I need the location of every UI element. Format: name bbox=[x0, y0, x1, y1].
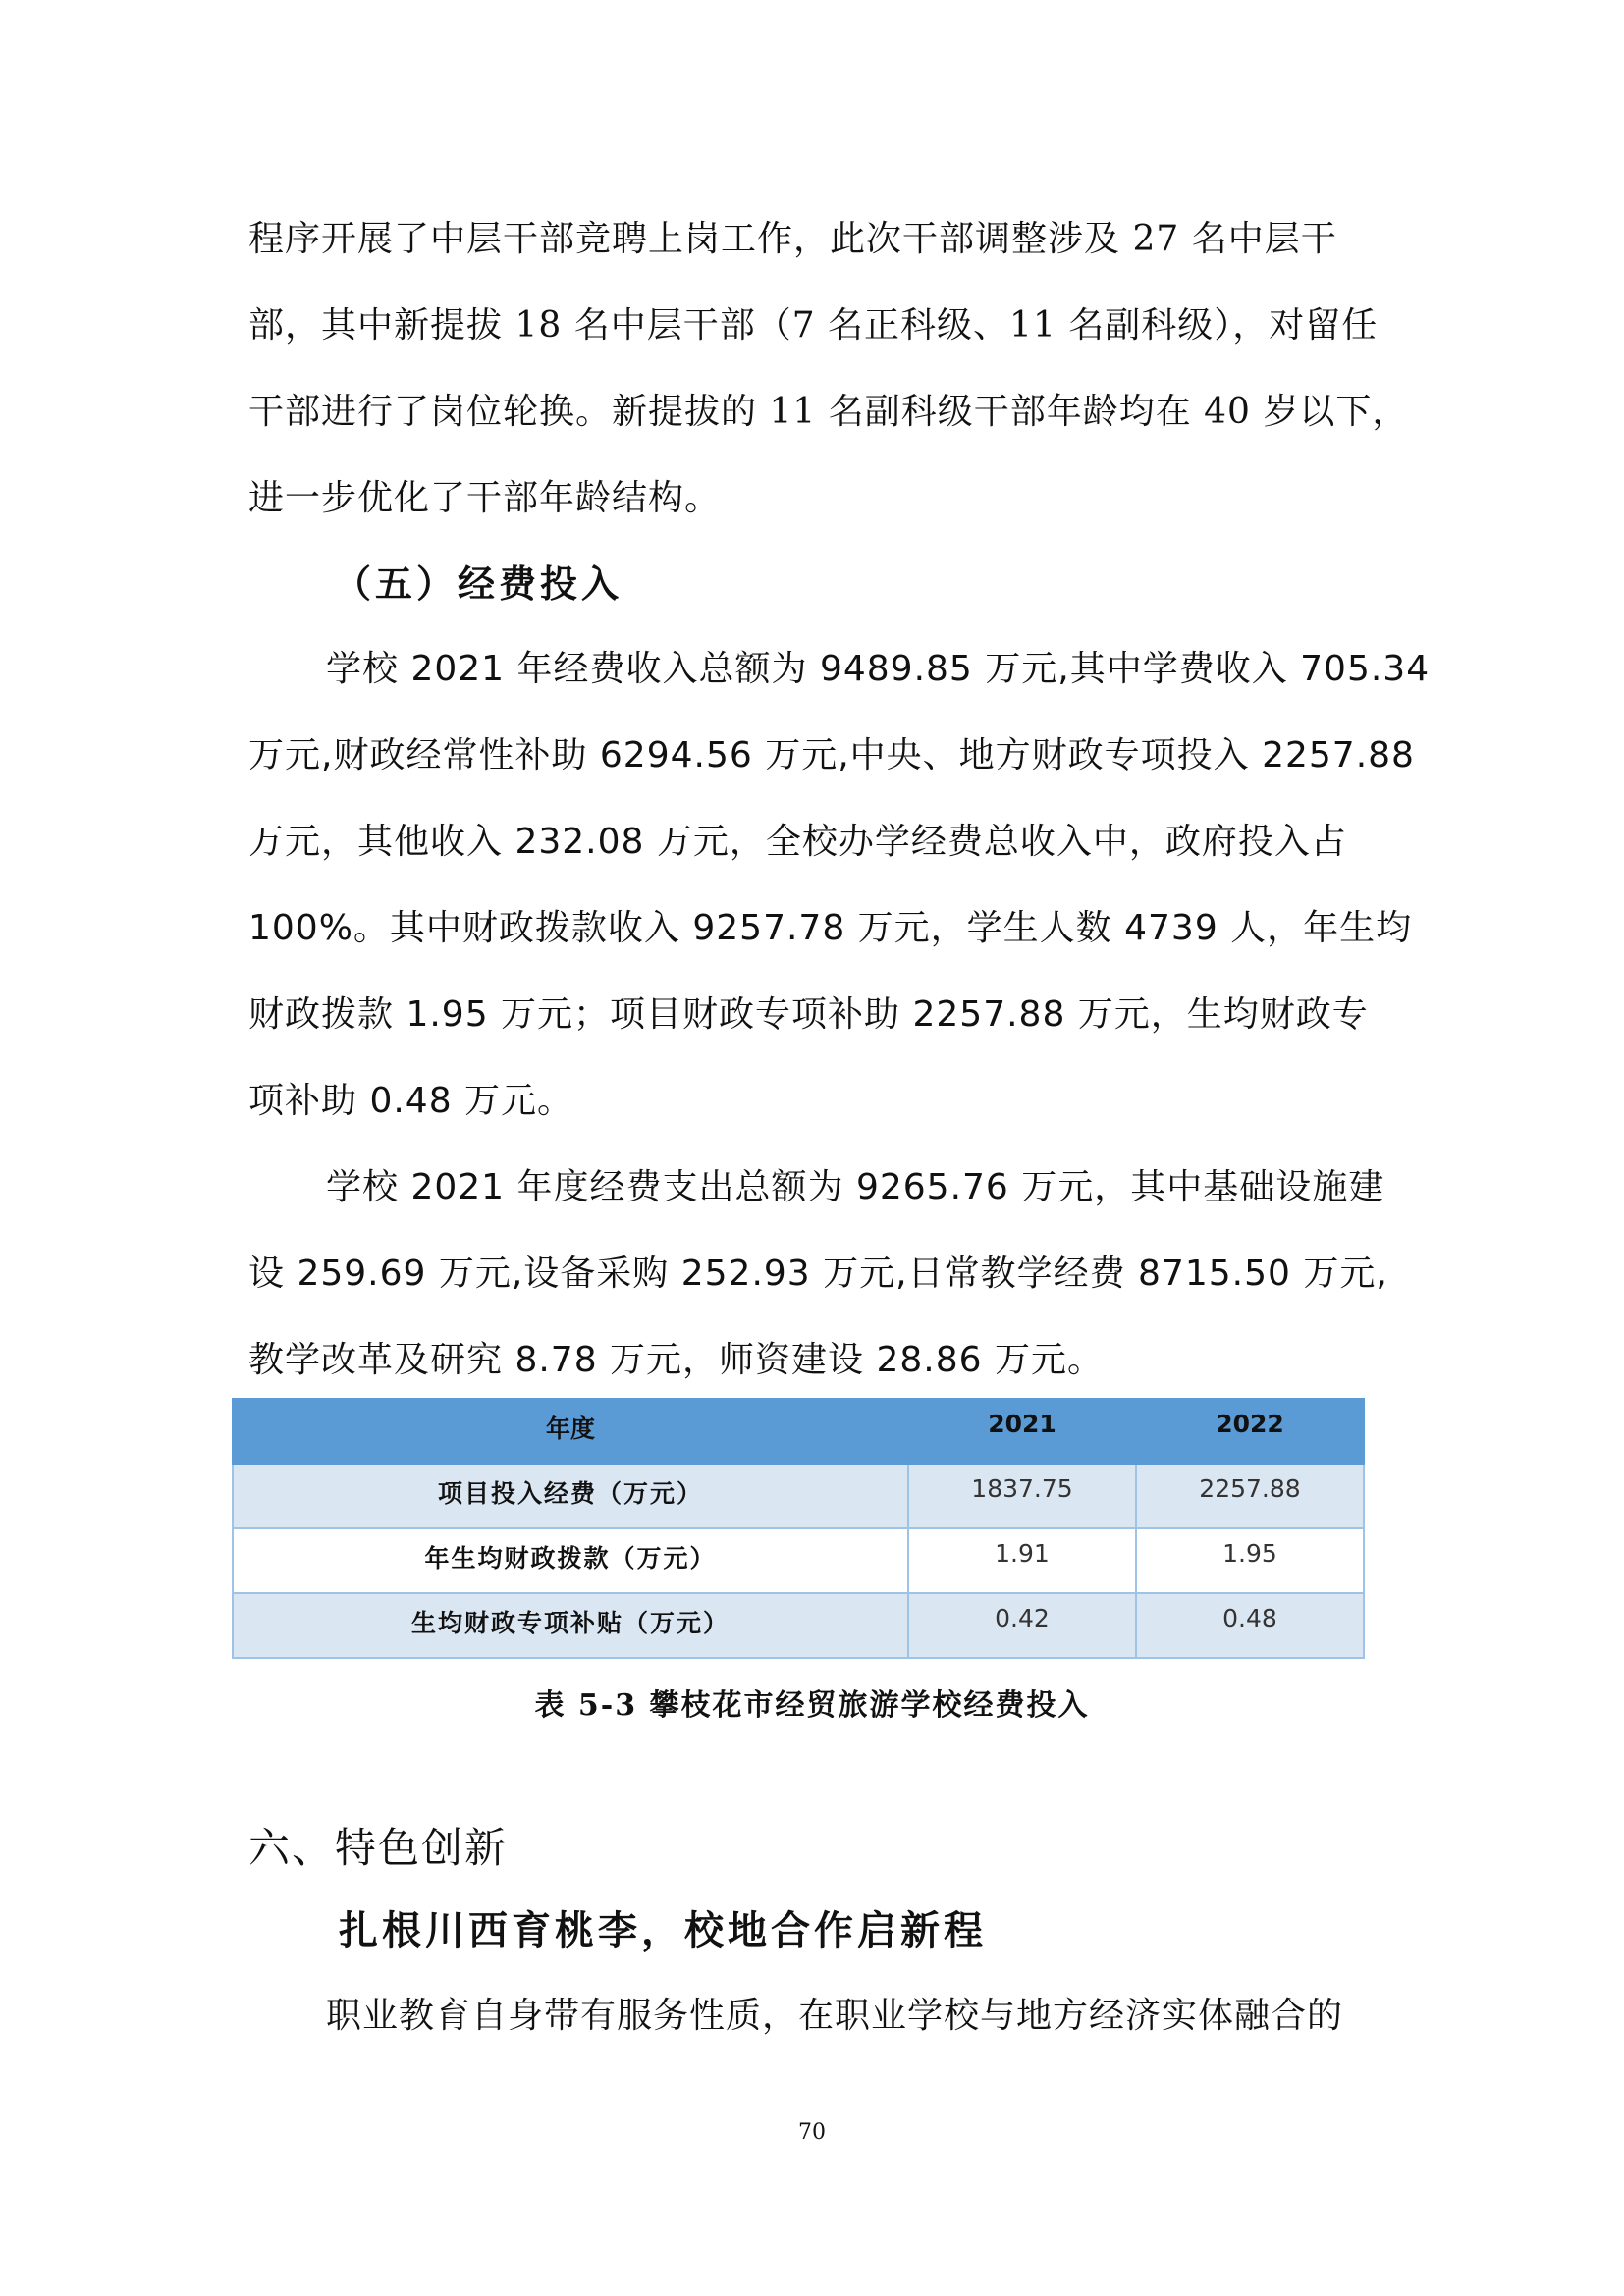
body-text-line: 学校 2021 年经费收入总额为 9489.85 万元,其中学费收入 705.34 bbox=[326, 649, 1431, 689]
body-text-line: 万元，其他收入 232.08 万元，全校办学经费总收入中，政府投入占 bbox=[248, 822, 1347, 862]
body-text-line: 学校 2021 年度经费支出总额为 9265.76 万元，其中基础设施建 bbox=[326, 1167, 1385, 1207]
body-text-line: 财政拨款 1.95 万元；项目财政专项补助 2257.88 万元，生均财政专 bbox=[248, 994, 1369, 1035]
body-text-line: 干部进行了岗位轮换。新提拔的 11 名副科级干部年龄均在 40 岁以下， bbox=[248, 392, 1409, 432]
table-row bbox=[233, 1593, 1364, 1658]
table-header-2022: 2022 bbox=[1136, 1399, 1364, 1464]
body-text-line: 教学改革及研究 8.78 万元，师资建设 28.86 万元。 bbox=[248, 1340, 1104, 1380]
table-header-row bbox=[233, 1399, 1364, 1464]
section-heading-innovation: 六、特色创新 bbox=[248, 1824, 509, 1872]
table-cell: 1837.75 bbox=[908, 1464, 1136, 1528]
table-row-label: 年生均财政拨款（万元） bbox=[233, 1528, 908, 1593]
subsection-heading: 扎根川西育桃李，校地合作启新程 bbox=[339, 1907, 987, 1953]
section-heading-funding: （五）经费投入 bbox=[334, 561, 623, 606]
table-caption: 表 5-3 攀枝花市经贸旅游学校经费投入 bbox=[534, 1688, 1090, 1723]
body-text-line: 程序开展了中层干部竞聘上岗工作，此次干部调整涉及 27 名中层干 bbox=[248, 219, 1337, 259]
table-row bbox=[233, 1464, 1364, 1528]
table-header-2021: 2021 bbox=[908, 1399, 1136, 1464]
body-text-line: 部，其中新提拔 18 名中层干部（7 名正科级、11 名副科级），对留任 bbox=[248, 305, 1379, 346]
body-text-line: 职业教育自身带有服务性质，在职业学校与地方经济实体融合的 bbox=[326, 1996, 1344, 2036]
table-cell: 1.91 bbox=[908, 1528, 1136, 1593]
table-row bbox=[233, 1528, 1364, 1593]
table-cell: 0.42 bbox=[908, 1593, 1136, 1658]
body-text-line: 进一步优化了干部年龄结构。 bbox=[248, 478, 722, 518]
body-text-line: 项补助 0.48 万元。 bbox=[248, 1081, 574, 1121]
table-cell: 0.48 bbox=[1136, 1593, 1364, 1658]
body-text-line: 设 259.69 万元,设备采购 252.93 万元,日常教学经费 8715.50 万元, bbox=[248, 1254, 1388, 1294]
table-cell: 2257.88 bbox=[1136, 1464, 1364, 1528]
page-number: 70 bbox=[798, 2120, 826, 2145]
table-header-year: 年度 bbox=[233, 1399, 908, 1464]
body-text-line: 100%。其中财政拨款收入 9257.78 万元，学生人数 4739 人，年生均 bbox=[248, 908, 1413, 948]
table-row-label: 生均财政专项补贴（万元） bbox=[233, 1593, 908, 1658]
table-cell: 1.95 bbox=[1136, 1528, 1364, 1593]
table-row-label: 项目投入经费（万元） bbox=[233, 1464, 908, 1528]
funding-table bbox=[232, 1398, 1365, 1659]
body-text-line: 万元,财政经常性补助 6294.56 万元,中央、地方财政专项投入 2257.88 bbox=[248, 735, 1415, 775]
